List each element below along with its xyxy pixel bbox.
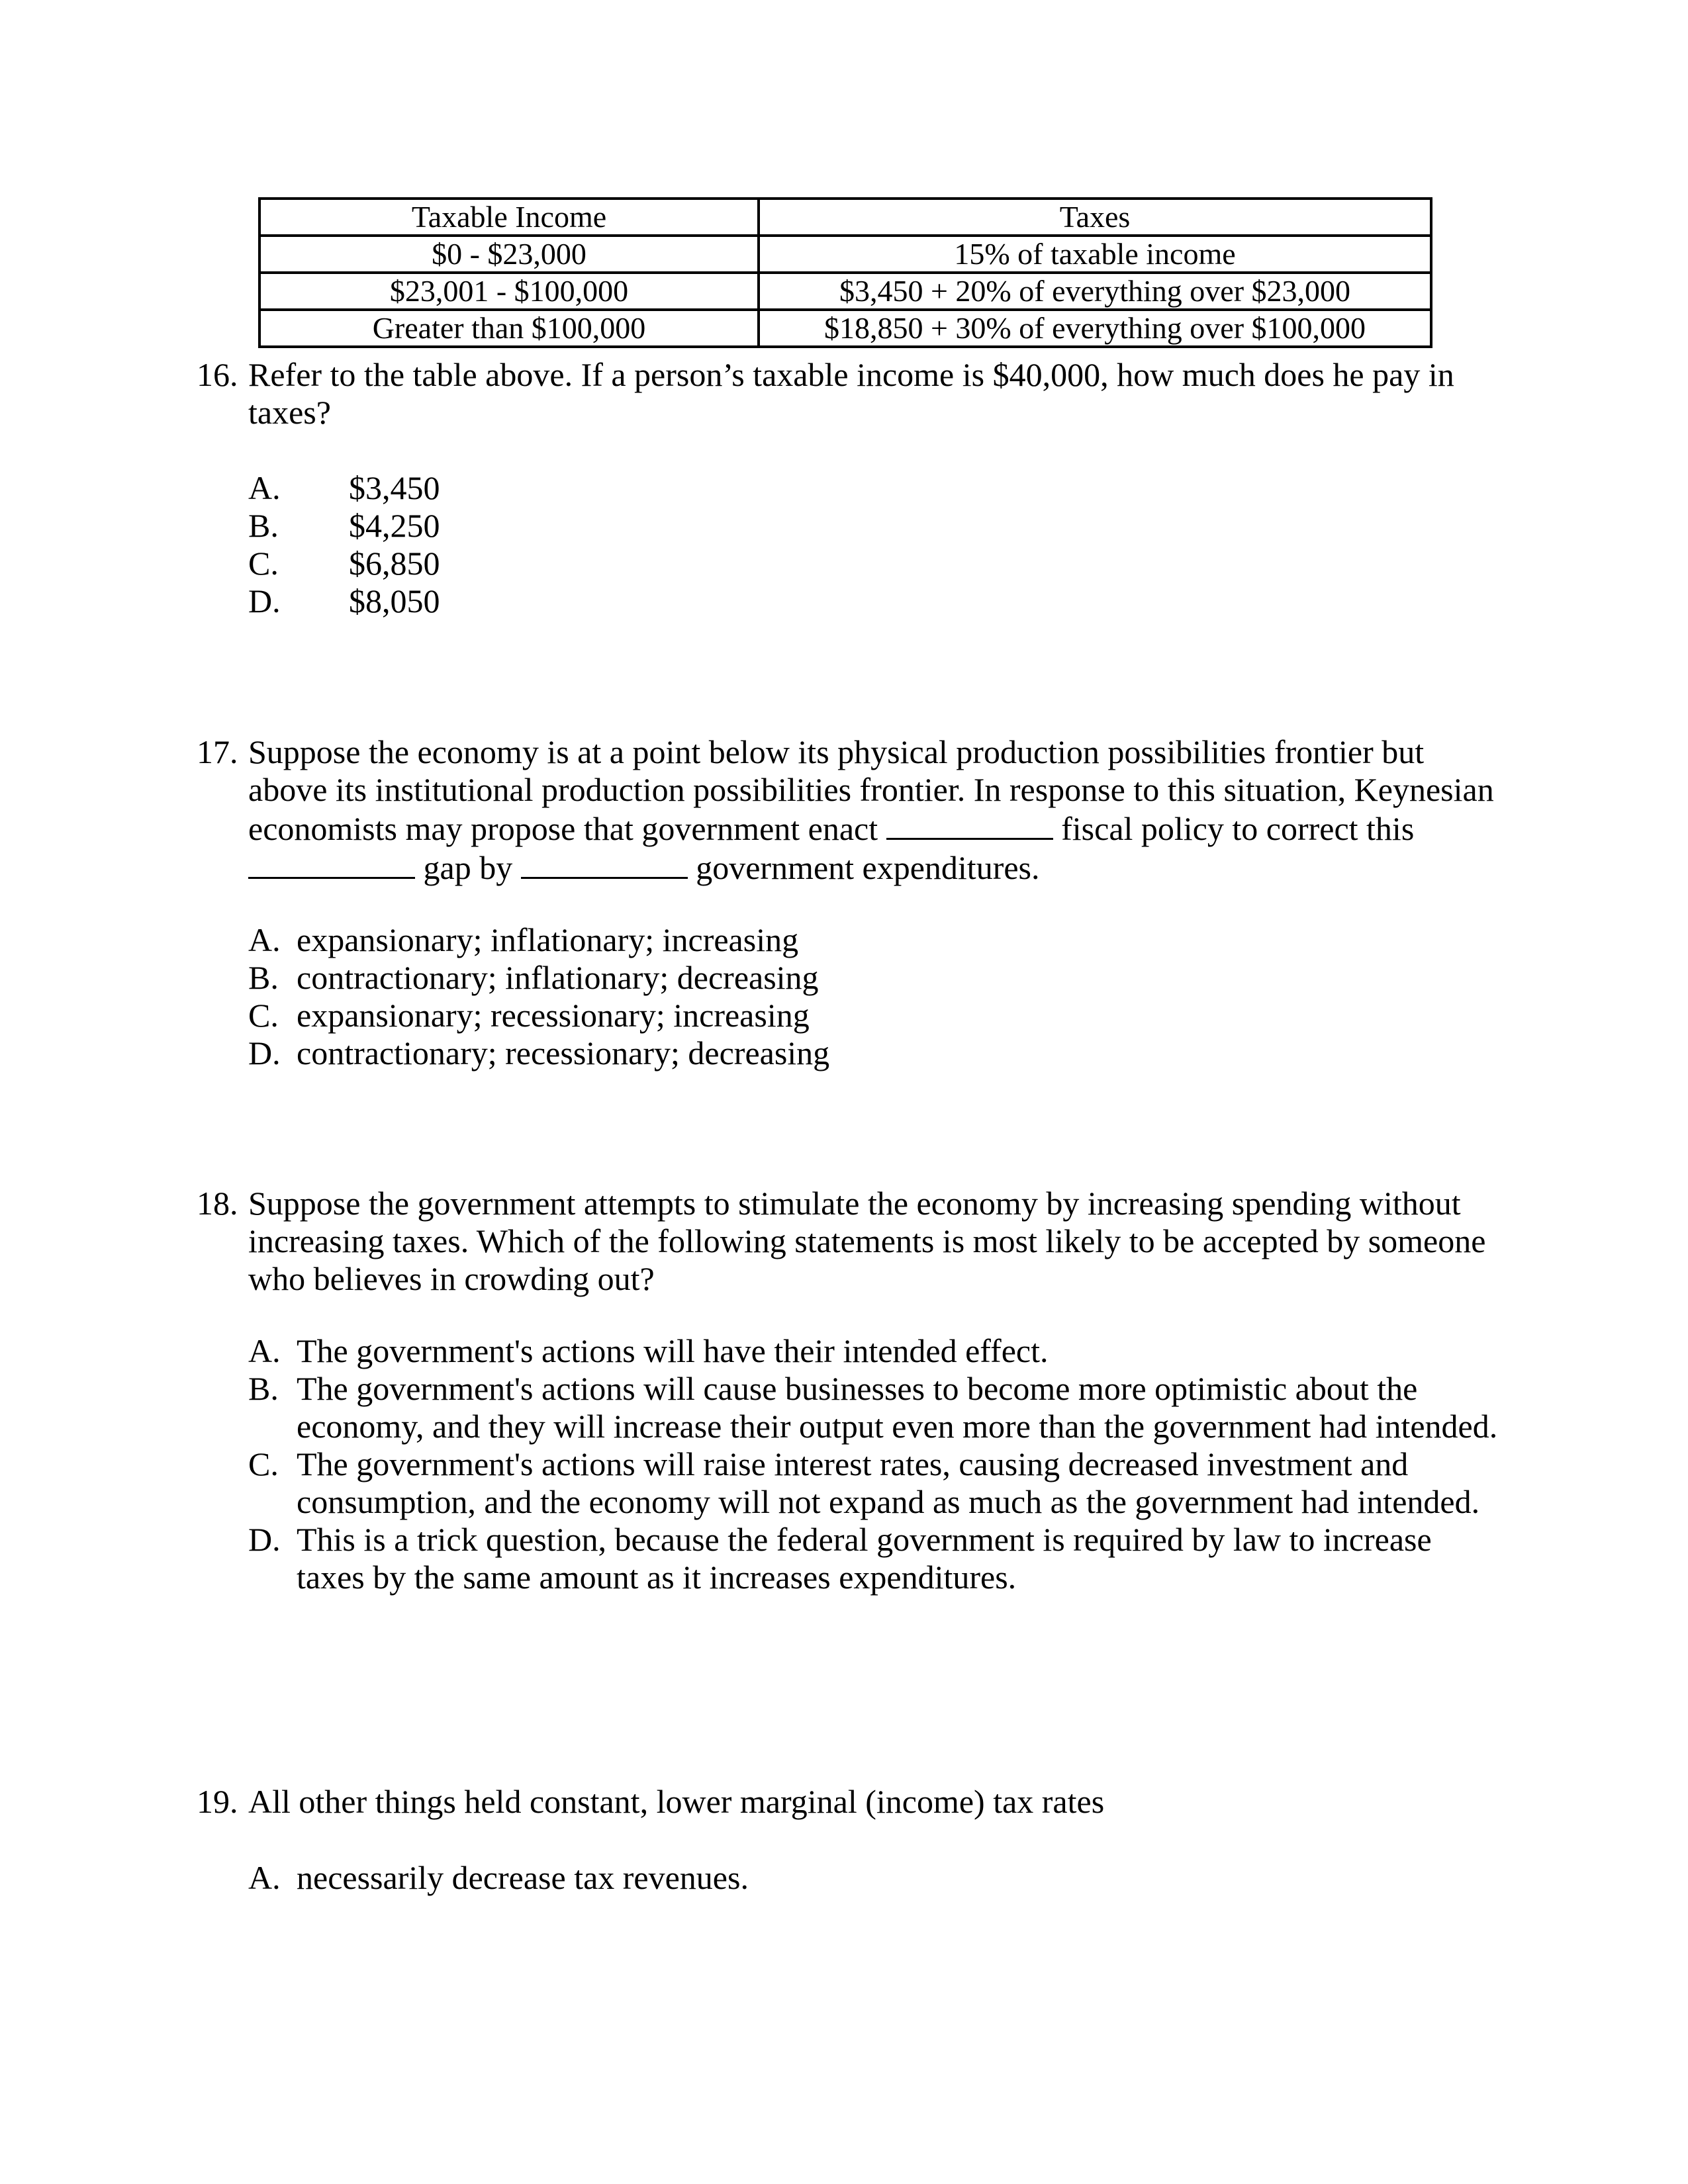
answer-options (248, 1859, 1507, 1897)
option-letter: A. (248, 1859, 281, 1896)
option-letter: D. (248, 1521, 281, 1558)
answer-option-a[interactable] (248, 469, 1507, 507)
header-taxable-income: Taxable Income (259, 199, 759, 236)
option-text: contractionary; recessionary; decreasing (297, 1034, 830, 1071)
answer-option-b[interactable] (248, 507, 1507, 545)
question-19 (197, 1783, 1507, 1897)
option-letter: D. (248, 582, 281, 619)
option-text: contractionary; inflationary; decreasing (297, 959, 819, 996)
option-text: $6,850 (349, 545, 440, 582)
option-letter: B. (248, 1370, 279, 1407)
option-text: $4,250 (349, 507, 440, 544)
income-range-cell: $0 - $23,000 (259, 236, 759, 273)
table-header-row (259, 199, 1431, 236)
answer-options (248, 1332, 1507, 1596)
question-text: All other things held constant, lower marginal (income) tax rates (248, 1783, 1105, 1820)
answer-options (248, 469, 1507, 620)
question-text-part: Suppose the economy is at a point below its physical production possibilities frontier but above its institutional production possibilities frontier. In response to this situation, Keynesian economists may propose that government enact (248, 733, 1494, 847)
option-letter: B. (248, 507, 279, 544)
question-text: Suppose the government attempts to stimulate the economy by increasing spending without increasing taxes. Which of the following statements is most likely to be accepted by someone who believes in crowding out? (248, 1185, 1486, 1297)
question-number: 17. (197, 733, 238, 770)
option-text: expansionary; inflationary; increasing (297, 921, 799, 958)
answer-option-a[interactable] (248, 1859, 1507, 1897)
answer-option-c[interactable] (248, 545, 1507, 582)
option-text: $8,050 (349, 582, 440, 619)
income-range-cell: $23,001 - $100,000 (259, 273, 759, 310)
question-stem (197, 1185, 1507, 1298)
answer-option-b[interactable] (248, 1370, 1507, 1445)
fill-in-blank (248, 848, 415, 879)
option-letter: A. (248, 469, 281, 506)
option-letter: B. (248, 959, 279, 996)
question-text-part: fiscal policy to correct this (1061, 810, 1415, 847)
tax-formula-cell: 15% of taxable income (759, 236, 1431, 273)
answer-option-d[interactable] (248, 1034, 1507, 1072)
question-text: Refer to the table above. If a person’s taxable income is $40,000, how much does he pay in taxes? (248, 356, 1454, 431)
question-text-part: government expenditures. (696, 849, 1040, 886)
question-16 (197, 356, 1507, 620)
answer-option-d[interactable] (248, 1521, 1507, 1596)
question-stem (197, 356, 1507, 432)
question-17 (197, 733, 1507, 1072)
answer-option-a[interactable] (248, 1332, 1507, 1370)
option-letter: A. (248, 921, 281, 958)
fill-in-blank (521, 848, 688, 879)
tax-formula-cell: $3,450 + 20% of everything over $23,000 (759, 273, 1431, 310)
question-stem (197, 1783, 1507, 1821)
table-row (259, 236, 1431, 273)
question-text-part: gap by (423, 849, 513, 886)
tax-formula-cell: $18,850 + 30% of everything over $100,000 (759, 310, 1431, 347)
answer-option-c[interactable] (248, 1445, 1507, 1521)
option-text: $3,450 (349, 469, 440, 506)
option-text: The government's actions will have their intended effect. (297, 1332, 1049, 1369)
answer-option-a[interactable] (248, 921, 1507, 959)
table-row (259, 310, 1431, 347)
answer-options (248, 921, 1507, 1072)
header-taxes: Taxes (759, 199, 1431, 236)
answer-option-c[interactable] (248, 997, 1507, 1034)
question-stem (197, 733, 1507, 887)
option-letter: A. (248, 1332, 281, 1369)
tax-bracket-table (258, 197, 1432, 348)
answer-option-d[interactable] (248, 582, 1507, 620)
fill-in-blank (886, 809, 1053, 840)
option-text: This is a trick question, because the federal government is required by law to increase taxes by the same amount as it increases expenditures. (297, 1521, 1432, 1596)
option-letter: C. (248, 997, 279, 1034)
option-letter: C. (248, 545, 279, 582)
option-text: necessarily decrease tax revenues. (297, 1859, 749, 1896)
question-18 (197, 1185, 1507, 1596)
answer-option-b[interactable] (248, 959, 1507, 997)
table-row (259, 273, 1431, 310)
option-text: The government's actions will raise interest rates, causing decreased investment and consumption, and the economy will not expand as much as the government had intended. (297, 1445, 1480, 1520)
option-letter: C. (248, 1445, 279, 1482)
question-number: 19. (197, 1783, 238, 1820)
option-text: expansionary; recessionary; increasing (297, 997, 810, 1034)
income-range-cell: Greater than $100,000 (259, 310, 759, 347)
question-number: 18. (197, 1185, 238, 1222)
question-number: 16. (197, 356, 238, 393)
option-text: The government's actions will cause businesses to become more optimistic about the economy, and they will increase their output even more than the government had intended. (297, 1370, 1498, 1445)
option-letter: D. (248, 1034, 281, 1071)
